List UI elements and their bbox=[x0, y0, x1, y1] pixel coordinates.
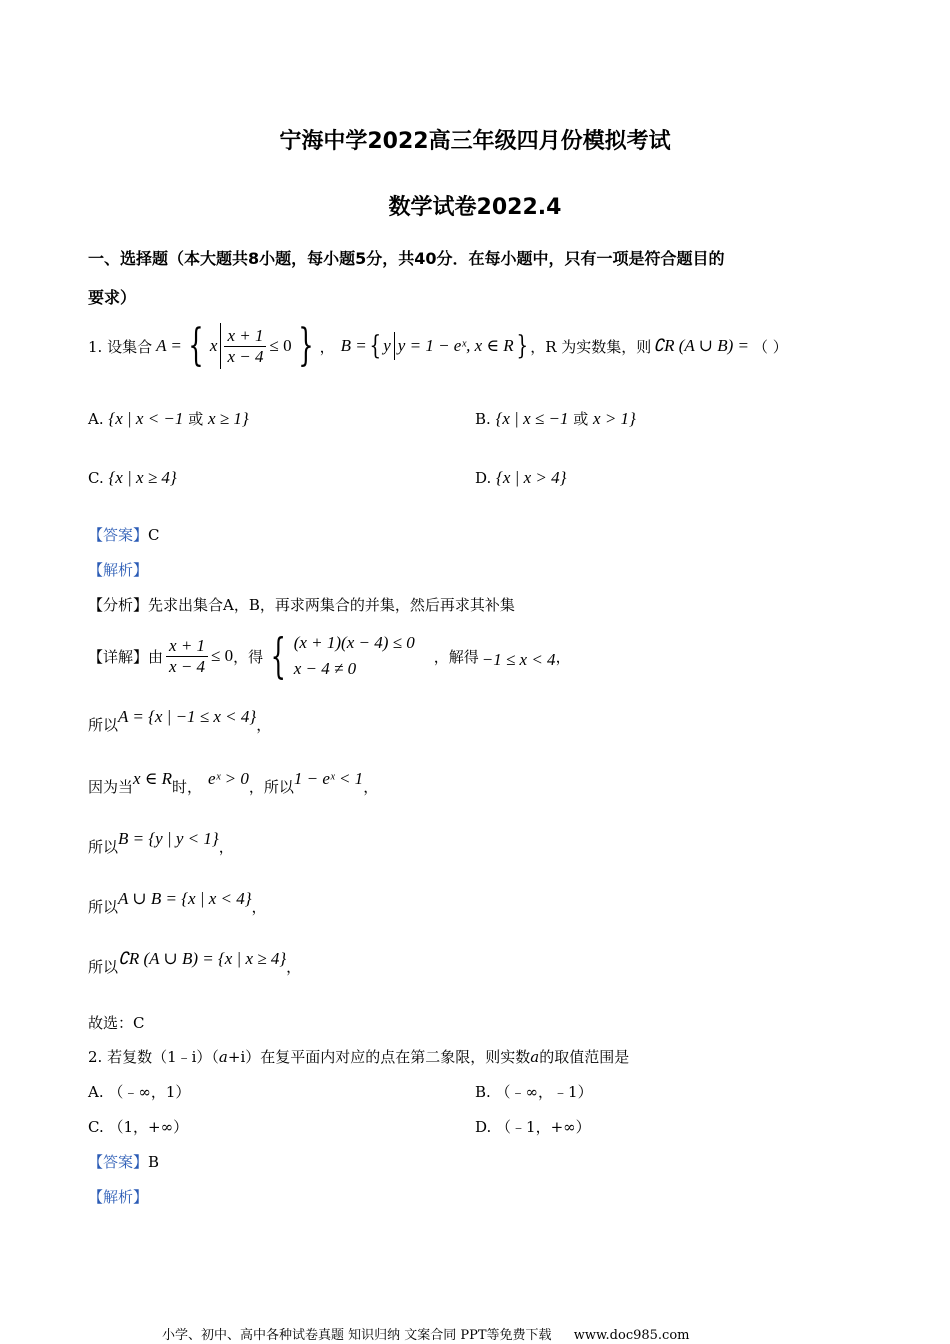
because-line bbox=[88, 769, 379, 797]
option-b-label: B. bbox=[475, 410, 491, 428]
so-prefix: 所以 bbox=[88, 716, 119, 734]
because-prefix: 因为当 bbox=[88, 778, 134, 796]
fraction-denominator: x − 4 bbox=[227, 346, 264, 366]
because-exponential: eˣ > 0 bbox=[208, 769, 249, 788]
exam-title: 宁海中学2022高三年级四月份模拟考试 bbox=[279, 129, 671, 154]
detail-tag: 【详解】 bbox=[88, 647, 149, 666]
detail-fraction bbox=[166, 636, 208, 676]
option-d-label: D. bbox=[475, 469, 492, 487]
q2-stem-mid: +i）在复平面内对应的点在第二象限，则实数 bbox=[227, 1048, 531, 1066]
q2-var-a: a bbox=[218, 1048, 228, 1066]
detail-relation: ≤ 0 bbox=[211, 646, 234, 665]
q2-var-a: a bbox=[530, 1048, 540, 1066]
complement-expression: ∁R (A ∪ B) = bbox=[653, 336, 749, 355]
q2-option-b: B. （﹣∞，﹣1） bbox=[475, 1083, 593, 1101]
left-brace: { bbox=[369, 331, 381, 361]
option-d bbox=[475, 468, 566, 488]
option-b-or: 或 bbox=[573, 410, 589, 428]
option-a bbox=[88, 408, 249, 429]
because-condition: x ∈ R bbox=[133, 769, 173, 788]
option-b bbox=[475, 408, 636, 429]
set-a-fraction bbox=[224, 326, 266, 366]
footer bbox=[162, 1324, 689, 1343]
because-end: ， bbox=[363, 778, 379, 796]
footer-text: 小学、初中、高中各种试卷真题 知识归纳 文案合同 PPT等免费下载 bbox=[162, 1328, 552, 1343]
because-when: 时， bbox=[172, 778, 203, 796]
so-end: ， bbox=[286, 958, 302, 976]
set-b-var: y bbox=[383, 336, 391, 355]
fenxi-text: 先求出集合A，B，再求两集合的并集，然后再求其补集 bbox=[148, 596, 515, 614]
option-b-expr: {x | x ≤ −1 bbox=[495, 409, 569, 428]
so-expression: A ∪ B = {x | x < 4} bbox=[118, 889, 252, 908]
stem-separator: ， bbox=[319, 337, 335, 356]
right-brace: } bbox=[297, 320, 314, 371]
fraction-numerator: x + 1 bbox=[166, 636, 208, 657]
system-line-1: (x + 1)(x − 4) ≤ 0 bbox=[293, 633, 415, 652]
so-line-2 bbox=[88, 829, 234, 857]
stem-text-after: ，R 为实数集，则 bbox=[530, 337, 652, 356]
option-c-label: C. bbox=[88, 469, 104, 487]
answer-tag: 【答案】 bbox=[88, 526, 149, 544]
footer-url[interactable]: www.doc985.com bbox=[573, 1328, 690, 1343]
so-end: ， bbox=[256, 716, 272, 734]
question-2-stem bbox=[88, 1046, 629, 1067]
option-b-expr2: x > 1} bbox=[593, 409, 636, 428]
so-line-1 bbox=[88, 707, 272, 735]
q1-detail bbox=[88, 628, 571, 684]
set-a-relation: ≤ 0 bbox=[269, 336, 292, 355]
set-separator-bar bbox=[220, 323, 221, 369]
option-c-expr: {x | x ≥ 4} bbox=[108, 468, 177, 487]
equation-system bbox=[294, 630, 434, 682]
answer-value: B bbox=[148, 1153, 160, 1171]
right-brace: } bbox=[516, 331, 528, 361]
q1-choose: 故选：C bbox=[88, 1014, 145, 1032]
set-b-condition: y = 1 − eˣ, x ∈ R bbox=[397, 336, 514, 355]
q1-answer bbox=[88, 524, 160, 545]
so-expression: B = {y | y < 1} bbox=[118, 829, 219, 848]
detail-solve: ，解得 bbox=[433, 647, 479, 666]
option-d-expr: {x | x > 4} bbox=[496, 468, 567, 487]
so-prefix: 所以 bbox=[88, 898, 119, 916]
detail-by: 由 bbox=[148, 647, 164, 666]
q2-analysis-tag: 【解析】 bbox=[88, 1188, 149, 1206]
section-heading-line2: 要求） bbox=[88, 288, 137, 307]
q2-option-d: D. （﹣1，+∞） bbox=[475, 1118, 591, 1136]
q2-stem-suffix: 的取值范围是 bbox=[539, 1048, 630, 1066]
detail-get: ，得 bbox=[233, 647, 264, 666]
set-a-var: x bbox=[209, 336, 218, 355]
so-end: ， bbox=[218, 838, 234, 856]
so-prefix: 所以 bbox=[88, 838, 119, 856]
system-brace: { bbox=[270, 628, 287, 684]
system-line-2: x − 4 ≠ 0 bbox=[293, 659, 357, 678]
q1-fenxi bbox=[88, 594, 515, 615]
so-end: ， bbox=[251, 898, 267, 916]
q2-option-c: C. （1，+∞） bbox=[88, 1118, 189, 1136]
q1-analysis-tag: 【解析】 bbox=[88, 561, 149, 579]
exam-subtitle: 数学试卷2022.4 bbox=[388, 195, 562, 220]
answer-paren: （ ） bbox=[752, 337, 788, 356]
set-b-lhs: B = bbox=[340, 336, 367, 355]
because-so: ，所以 bbox=[248, 778, 294, 796]
option-a-expr: {x | x < −1 bbox=[108, 409, 184, 428]
answer-value: C bbox=[148, 526, 160, 544]
option-c bbox=[88, 468, 177, 488]
so-expression: ∁R (A ∪ B) = {x | x ≥ 4} bbox=[118, 949, 287, 968]
q2-stem-prefix: 2. 若复数（1﹣i）（ bbox=[88, 1048, 219, 1066]
detail-end: ， bbox=[555, 647, 571, 666]
option-a-expr2: x ≥ 1} bbox=[207, 409, 249, 428]
so-prefix: 所以 bbox=[88, 958, 119, 976]
q2-answer bbox=[88, 1151, 159, 1172]
answer-tag: 【答案】 bbox=[88, 1153, 149, 1171]
question-1-stem bbox=[88, 318, 788, 374]
so-line-3 bbox=[88, 889, 267, 917]
set-a-lhs: A = bbox=[156, 336, 182, 355]
detail-solution: −1 ≤ x < 4 bbox=[481, 650, 556, 669]
because-result: 1 − eˣ < 1 bbox=[293, 769, 364, 788]
fraction-denominator: x − 4 bbox=[169, 656, 206, 676]
fenxi-tag: 【分析】 bbox=[88, 596, 149, 614]
option-a-or: 或 bbox=[188, 410, 204, 428]
question-1-number: 1. 设集合 bbox=[88, 337, 153, 356]
fraction-numerator: x + 1 bbox=[224, 326, 266, 347]
option-a-label: A. bbox=[88, 410, 104, 428]
left-brace: { bbox=[188, 320, 204, 371]
so-line-4 bbox=[88, 949, 302, 977]
so-expression: A = {x | −1 ≤ x < 4} bbox=[118, 707, 257, 726]
q2-option-a: A. （﹣∞，1） bbox=[88, 1083, 191, 1101]
section-heading-line1: 一、选择题（本大题共8小题，每小题5分，共40分．在每小题中，只有一项是符合题目的 bbox=[88, 249, 725, 268]
set-separator-bar bbox=[394, 332, 395, 360]
